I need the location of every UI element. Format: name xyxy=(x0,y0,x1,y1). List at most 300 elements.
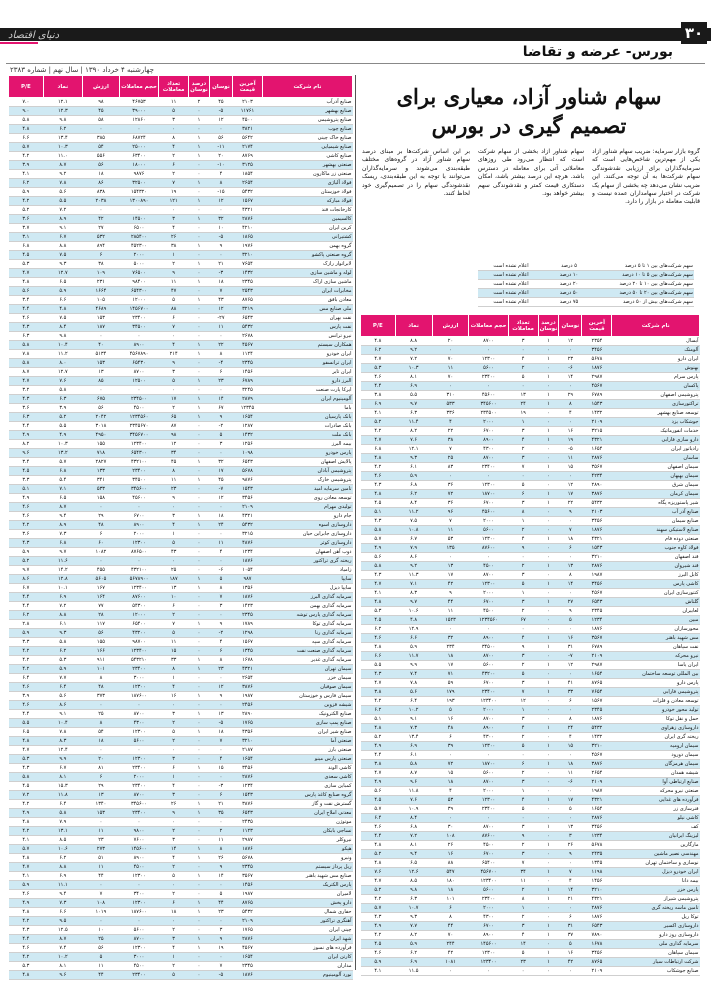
row-cell: ۲۹ xyxy=(82,512,119,521)
row-cell: ۱ xyxy=(538,841,559,850)
row-cell: ۷ xyxy=(82,890,119,899)
row-cell: ۷.۴ xyxy=(395,670,432,679)
table-row xyxy=(9,98,353,107)
row-cell: ۰ xyxy=(209,773,232,782)
row-cell: ۷ xyxy=(559,526,582,535)
row-cell: ۴۵۶۷۰۰ xyxy=(469,868,508,877)
row-cell: ۲۸۷۶ xyxy=(582,814,612,823)
row-cell: ۴.۶ xyxy=(361,373,396,382)
row-cell: ۳۷۳ xyxy=(82,692,119,701)
row-cell: ۲ xyxy=(209,827,232,836)
row-cell: ۱ xyxy=(189,242,210,251)
row-cell: ۵ درصد xyxy=(544,262,594,271)
row-cell: ۳۰۱۸ xyxy=(82,422,119,431)
row-cell: ۴.۸ xyxy=(361,454,396,463)
row-name: صنایع آذرآب xyxy=(262,98,352,107)
row-cell: ۴.۸ xyxy=(361,598,396,607)
row-cell: ۱۱.۸ xyxy=(395,787,432,796)
row-name: صنایع پتروشیمی xyxy=(262,116,352,125)
row-cell: ۱۹۸۷ xyxy=(582,571,612,580)
table-row xyxy=(9,368,353,377)
table-row xyxy=(361,733,700,742)
row-cell: ۴۳۲۱ xyxy=(232,206,262,215)
row-cell: ۰ xyxy=(469,553,508,562)
row-cell: ۳- xyxy=(209,269,232,278)
row-cell: ۰ xyxy=(508,751,538,760)
row-name: سرمایه گذاری صنعت نفت xyxy=(262,647,352,656)
row-cell: ۱۴۳۲ xyxy=(232,431,262,440)
table-row xyxy=(9,143,353,152)
row-cell: ۹.۰ xyxy=(9,107,44,116)
table-row xyxy=(361,571,700,580)
table-row xyxy=(9,701,353,710)
row-name: البرز دارو xyxy=(262,377,352,386)
row-cell: ۲۴۵۶ xyxy=(232,701,262,710)
row-cell: ۱۳.۴ xyxy=(395,733,432,742)
row-cell: ۳۸۷۶ xyxy=(232,800,262,809)
table-row xyxy=(361,913,700,922)
row-cell: ۰ xyxy=(432,382,469,391)
row-name: صنایع کاشی xyxy=(262,152,352,161)
table-row xyxy=(361,562,700,571)
row-cell: ۸۹۴ xyxy=(82,242,119,251)
row-name: داروسازی اکسیر xyxy=(612,922,700,931)
row-cell: ۰ xyxy=(82,881,119,890)
row-cell: ۱۹۸۷ xyxy=(232,692,262,701)
row-cell: ۵۶۰۰ xyxy=(469,526,508,535)
row-cell: ۳ xyxy=(159,215,189,224)
row-cell: ۴۳۲۱ xyxy=(232,665,262,674)
row-cell: ۵۶۷۸ xyxy=(232,854,262,863)
row-cell: ۵.۲ xyxy=(361,886,396,895)
row-name: داروسازی روز دارو xyxy=(612,931,700,940)
row-cell: ۱۰.۲ xyxy=(43,953,82,962)
row-cell: ۰ xyxy=(189,863,210,872)
row-cell: ۴.۳ xyxy=(9,395,44,404)
row-cell: ۲۰۰۰ xyxy=(469,517,508,526)
row-cell: ۹.۸ xyxy=(43,332,82,341)
row-cell: ۰ xyxy=(538,553,559,562)
row-cell: ۱۲۸۶۰ xyxy=(119,116,158,125)
row-cell: ۸ xyxy=(82,719,119,728)
row-cell: ۴۸ xyxy=(82,521,119,530)
row-cell: ۴.۲ xyxy=(9,827,44,836)
row-cell: ۹.۴ xyxy=(43,512,82,521)
row-cell: ۵۴۳۲ xyxy=(582,724,612,733)
row-cell: ۷.۹ xyxy=(395,544,432,553)
row-cell: ۱۳ xyxy=(159,584,189,593)
row-cell: ۹.۶ xyxy=(395,778,432,787)
row-cell: ۰ xyxy=(189,953,210,962)
table-row xyxy=(9,260,353,269)
row-cell: ۲۰۰۰ xyxy=(469,706,508,715)
row-cell: ۰ xyxy=(538,751,559,760)
row-name: گروه بهمن xyxy=(262,242,352,251)
row-cell: ۰ xyxy=(559,751,582,760)
row-cell: ۱ xyxy=(189,899,210,908)
table-row xyxy=(9,449,353,458)
row-cell: ۱ xyxy=(538,724,559,733)
row-cell: ۳ xyxy=(159,116,189,125)
row-cell: ۵.۲ xyxy=(9,557,44,566)
row-cell: ۲ xyxy=(159,404,189,413)
row-cell: ۱۸۷۶ xyxy=(582,526,612,535)
row-cell: ۴ xyxy=(159,944,189,953)
row-cell: ۱۹۸۷ xyxy=(582,787,612,796)
col-header-value: ارزش xyxy=(432,315,469,337)
row-cell: ۱۲۳۰۰ xyxy=(469,796,508,805)
row-cell: ۰ xyxy=(189,881,210,890)
row-cell: ۱ xyxy=(159,530,189,539)
row-cell: ۴۵۰۰ xyxy=(469,562,508,571)
row-cell: ۰ xyxy=(538,418,559,427)
row-cell: ۲۹ xyxy=(82,782,119,791)
row-name: فرآورده های نسوز xyxy=(262,944,352,953)
row-cell: ۴۵ xyxy=(159,458,189,467)
row-cell: ۰ xyxy=(189,629,210,638)
table-row xyxy=(361,400,700,409)
row-name: توسعه صنایع بهشهر xyxy=(612,409,700,418)
row-cell: ۰ xyxy=(538,445,559,454)
table-row xyxy=(361,679,700,688)
row-cell: ۶۷۰۰ xyxy=(469,679,508,688)
row-cell: ۱۲۳۰۰ xyxy=(469,742,508,751)
row-cell: ۴.۴ xyxy=(9,305,44,314)
row-cell: ۱۵۵ xyxy=(82,440,119,449)
row-cell: ۴.۷ xyxy=(361,679,396,688)
row-cell: ۵ xyxy=(209,575,232,584)
row-cell: ۰ xyxy=(559,517,582,526)
row-name: داروسازی زهراوی xyxy=(612,724,700,733)
table-row xyxy=(361,742,700,751)
table-row xyxy=(9,512,353,521)
row-cell: ۴.۵ xyxy=(9,251,44,260)
row-cell: ۴۳۰۰ xyxy=(469,733,508,742)
row-cell: ۱ xyxy=(189,872,210,881)
row-cell: ۳ xyxy=(508,571,538,580)
row-cell: ۴.۵ xyxy=(361,616,396,625)
row-cell: ۲۳۴۵ xyxy=(232,863,262,872)
row-cell: ۱۵- xyxy=(209,188,232,197)
row-cell: ۴.۵ xyxy=(361,499,396,508)
table-row xyxy=(361,427,700,436)
row-cell: ۱ xyxy=(538,634,559,643)
row-name: صنایع خاک چینی xyxy=(262,134,352,143)
row-cell: ۵۸ xyxy=(82,116,119,125)
row-cell: ۳.۹ xyxy=(43,404,82,413)
row-cell: ۳.۲ xyxy=(9,386,44,395)
row-cell: ۹۸ xyxy=(82,98,119,107)
row-cell: ۱ xyxy=(189,413,210,422)
row-cell: ۰ xyxy=(538,904,559,913)
row-cell: ۸۷۰۰ xyxy=(119,710,158,719)
row-cell: ۲۹۸۷ xyxy=(232,836,262,845)
row-cell: ۰ xyxy=(82,746,119,755)
row-cell: ۵۹ xyxy=(432,679,469,688)
row-cell: ۱۰ xyxy=(159,593,189,602)
row-cell: ۶۷۸۹ xyxy=(582,643,612,652)
row-cell: ۱۲۳۴۵ xyxy=(232,404,262,413)
row-cell: ۰ xyxy=(559,625,582,634)
row-cell: ۷۶۵۴ xyxy=(582,688,612,697)
row-cell: ۸.۱ xyxy=(395,373,432,382)
row-cell: ۴.۶ xyxy=(361,472,396,481)
row-cell: ۶ xyxy=(432,733,469,742)
row-cell: ۰ xyxy=(538,526,559,535)
row-cell: ۱ xyxy=(538,895,559,904)
row-cell: ۵۴۷ xyxy=(432,868,469,877)
row-cell: ۸۷۰۰ xyxy=(119,935,158,944)
row-name: نیرو محرکه xyxy=(612,652,700,661)
row-cell: ۳۴۵۶ xyxy=(582,823,612,832)
row-cell: ۲۶۵۴ xyxy=(232,674,262,683)
row-cell: ۸ xyxy=(209,350,232,359)
row-cell: ۸.۹ xyxy=(43,521,82,530)
row-cell: ۵.۸ xyxy=(43,638,82,647)
row-cell: ۲ xyxy=(508,841,538,850)
row-cell: ۵۶۷۸۹۰۰ xyxy=(119,575,158,584)
row-cell: ۵ xyxy=(508,949,538,958)
row-cell: ۱۲.۷ xyxy=(43,368,82,377)
row-cell: ۵۴۳۲ xyxy=(232,521,262,530)
row-cell: ۱ xyxy=(189,620,210,629)
row-cell: ۷ xyxy=(159,179,189,188)
row-cell: ۱۱ xyxy=(559,454,582,463)
row-cell: ۴.۴ xyxy=(9,602,44,611)
row-name: ریخته گری تراکتور xyxy=(262,557,352,566)
row-name: کاشی الوند xyxy=(262,764,352,773)
row-cell: ۲۳ xyxy=(159,485,189,494)
row-cell: ۶.۹ xyxy=(361,400,396,409)
row-cell: ۱ xyxy=(538,355,559,364)
row-cell: ۴.۴ xyxy=(9,593,44,602)
row-cell: ۵۶ xyxy=(82,404,119,413)
row-name: پارس الکتریک xyxy=(262,881,352,890)
row-cell: ۵.۹ xyxy=(395,940,432,949)
row-cell: ۰ xyxy=(189,539,210,548)
row-cell: ۹ xyxy=(559,850,582,859)
row-name: دارو پخش xyxy=(262,899,352,908)
row-cell: ۸ xyxy=(82,674,119,683)
row-cell: ۱۲.۱ xyxy=(395,445,432,454)
row-cell: ۲۳۴۵ xyxy=(582,607,612,616)
row-cell: ۴ xyxy=(508,436,538,445)
row-cell: ۷ xyxy=(159,620,189,629)
row-cell: ۹۸۴۰۰ xyxy=(119,278,158,287)
row-cell: ۴.۷ xyxy=(361,769,396,778)
row-cell: ۰ xyxy=(159,881,189,890)
row-cell: ۸۸ xyxy=(432,859,469,868)
row-cell: ۸۷۰۰ xyxy=(469,337,508,346)
row-cell: ۱۰- xyxy=(209,161,232,170)
row-cell: ۱۶ xyxy=(432,850,469,859)
row-name: پتروشیمی خارک xyxy=(262,476,352,485)
row-name: حفاری شمال xyxy=(262,908,352,917)
row-cell: ۵۴۳۲۱۰ xyxy=(119,656,158,665)
row-name: مخابرات ایران xyxy=(262,287,352,296)
row-cell: ۷ xyxy=(209,737,232,746)
row-cell: ۲ xyxy=(508,769,538,778)
row-cell: ۵۶۰۰ xyxy=(119,926,158,935)
row-cell: ۱۴۳۲ xyxy=(582,409,612,418)
row-cell: اعلام نشده است xyxy=(478,271,544,280)
row-cell: ۵- xyxy=(209,233,232,242)
row-cell: ۴۲ xyxy=(432,949,469,958)
row-cell: ۱۹ xyxy=(508,409,538,418)
row-cell: ۱ xyxy=(189,935,210,944)
row-cell: ۷۲ xyxy=(432,760,469,769)
row-cell: ۱۲۳۴ xyxy=(582,616,612,625)
row-cell: ۲ xyxy=(159,611,189,620)
row-name: صنایع مس شهید باهنر xyxy=(262,872,352,881)
row-cell: ۰ xyxy=(189,449,210,458)
dateline: چهارشنبه ۴ خرداد ۱۳۹۰ | سال نهم | شماره ۲۳۸۳ xyxy=(10,66,154,74)
row-cell: ۱۲۳۰۰ xyxy=(119,539,158,548)
row-cell: ۵.۷ xyxy=(361,904,396,913)
row-cell: ۵۶ xyxy=(209,134,232,143)
row-cell: ۲۳۴۰۰ xyxy=(469,805,508,814)
row-cell: ۵ xyxy=(159,629,189,638)
row-cell: ۰ xyxy=(209,557,232,566)
row-cell: ۸.۵ xyxy=(395,877,432,886)
row-cell: ۵.۵ xyxy=(9,719,44,728)
row-cell: ۴۵۰۰ xyxy=(469,607,508,616)
row-cell: ۱۷۸۹ xyxy=(232,620,262,629)
row-cell: ۹.۴ xyxy=(43,890,82,899)
row-cell: ۵.۲ xyxy=(9,206,44,215)
row-cell: ۴.۶ xyxy=(9,944,44,953)
row-cell: ۰ xyxy=(189,791,210,800)
row-cell: ۵.۲ xyxy=(43,413,82,422)
row-cell: ۶۰ xyxy=(82,539,119,548)
row-name: صنعتی نیرو محرکه xyxy=(612,787,700,796)
row-cell: ۰ xyxy=(189,467,210,476)
row-cell: ۵۶۷۸ xyxy=(582,355,612,364)
row-cell: ۱ xyxy=(189,197,210,206)
row-cell: ۴ xyxy=(159,683,189,692)
row-cell: ۳ xyxy=(209,602,232,611)
table-row xyxy=(9,746,353,755)
row-cell: ۲۶ xyxy=(209,854,232,863)
row-cell: ۷.۸ xyxy=(43,728,82,737)
row-cell: ۱۰۹۸ xyxy=(232,449,262,458)
column-divider xyxy=(355,75,356,970)
row-cell: ۰ xyxy=(189,125,210,134)
row-cell: ۱۵۶۷ xyxy=(582,697,612,706)
row-cell: ۱۳.۴ xyxy=(43,134,82,143)
row-cell: ۱ xyxy=(538,535,559,544)
row-cell: ۰ xyxy=(189,926,210,935)
row-cell: ۰ xyxy=(538,787,559,796)
row-cell: ۱۵۳ xyxy=(82,809,119,818)
row-cell: ۶.۸ xyxy=(43,539,82,548)
row-cell: ۴.۲ xyxy=(9,953,44,962)
row-cell: ۰ xyxy=(189,746,210,755)
table-row xyxy=(9,764,353,773)
table-row xyxy=(361,355,700,364)
row-cell: ۷.۶ xyxy=(361,868,396,877)
row-cell: ۲۱۷۴ xyxy=(232,143,262,152)
row-cell: ۹ xyxy=(209,620,232,629)
table-row xyxy=(9,494,353,503)
row-cell: ۴.۷ xyxy=(361,436,396,445)
row-cell: ۱ xyxy=(508,517,538,526)
table-row xyxy=(9,359,353,368)
row-cell: ۱ xyxy=(538,886,559,895)
row-cell: ۱۲ xyxy=(209,116,232,125)
row-cell: ۰ xyxy=(559,787,582,796)
row-cell: ۲۶۵۴ xyxy=(582,769,612,778)
row-cell: ۴۵۰۰ xyxy=(469,841,508,850)
row-cell: ۷ xyxy=(159,323,189,332)
headline-line-1: سهام شناور آزاد، معیاری برای xyxy=(396,84,662,109)
row-cell: ۶ xyxy=(82,530,119,539)
row-cell: ۰ xyxy=(189,224,210,233)
row-cell: ۴.۶ xyxy=(9,890,44,899)
float-classification-box xyxy=(478,262,694,307)
row-cell: ۱ xyxy=(189,764,210,773)
row-name: سهم شرکت‌های بین ۱ تا ۵ درصد xyxy=(594,262,694,271)
row-cell: ۵.۳ xyxy=(361,364,396,373)
row-cell: ۶ xyxy=(559,913,582,922)
row-cell: ۱۲۰۰۰ xyxy=(119,296,158,305)
row-cell: ۴ xyxy=(159,341,189,350)
row-name: فولاد آلیاژی xyxy=(262,179,352,188)
row-cell: ۲۰۰۰ xyxy=(119,251,158,260)
table-row xyxy=(9,116,353,125)
row-cell: ۴۵۰۰ xyxy=(232,116,262,125)
row-cell: ۳۹ xyxy=(432,805,469,814)
row-cell: ۵.۵ xyxy=(43,422,82,431)
row-cell: ۱۸۷۶ xyxy=(582,913,612,922)
row-cell: ۲۸۷۶ xyxy=(232,935,262,944)
row-cell: ۱۲ xyxy=(559,661,582,670)
row-cell: ۲۵۴۳ xyxy=(232,287,262,296)
row-cell: ۰ xyxy=(189,836,210,845)
row-cell: ۳ xyxy=(159,512,189,521)
row-cell: ۴.۴ xyxy=(9,935,44,944)
row-cell: ۰ xyxy=(189,314,210,323)
row-cell: ۹.۹ xyxy=(395,661,432,670)
row-cell: ۳ xyxy=(508,652,538,661)
row-cell: ۱۹۷۶ xyxy=(232,242,262,251)
row-name: سرمایه گذاری سپه xyxy=(262,638,352,647)
row-cell: ۷.۲ xyxy=(395,832,432,841)
row-cell: ۶۷۰۰ xyxy=(469,598,508,607)
row-cell: ۱ xyxy=(538,337,559,346)
row-name: پتروشیمی اصفهان xyxy=(612,391,700,400)
row-cell: ۲۴۳۵ xyxy=(232,818,262,827)
row-cell: ۹.۲ xyxy=(395,562,432,571)
row-cell: ۰ xyxy=(209,701,232,710)
row-cell: ۸۸ xyxy=(159,305,189,314)
row-name: کاشی سعدی xyxy=(262,773,352,782)
row-cell: ۰ xyxy=(508,814,538,823)
row-cell: ۳.۹ xyxy=(9,161,44,170)
row-cell: ۱۴ xyxy=(559,580,582,589)
row-cell: ۶۸۷۲۴ xyxy=(119,134,158,143)
row-cell: ۳- xyxy=(209,782,232,791)
row-cell: ۳۱۰ xyxy=(432,391,469,400)
row-cell: ۹۸۷۶ xyxy=(232,476,262,485)
row-cell: ۲۴ xyxy=(559,724,582,733)
row-cell: ۱۳۵۶ xyxy=(232,584,262,593)
row-cell: ۶.۶ xyxy=(43,296,82,305)
row-cell: ۱۲.۸ xyxy=(43,575,82,584)
row-cell: ۲۰ xyxy=(209,152,232,161)
row-cell: ۱ xyxy=(189,512,210,521)
row-cell: ۰ xyxy=(119,557,158,566)
